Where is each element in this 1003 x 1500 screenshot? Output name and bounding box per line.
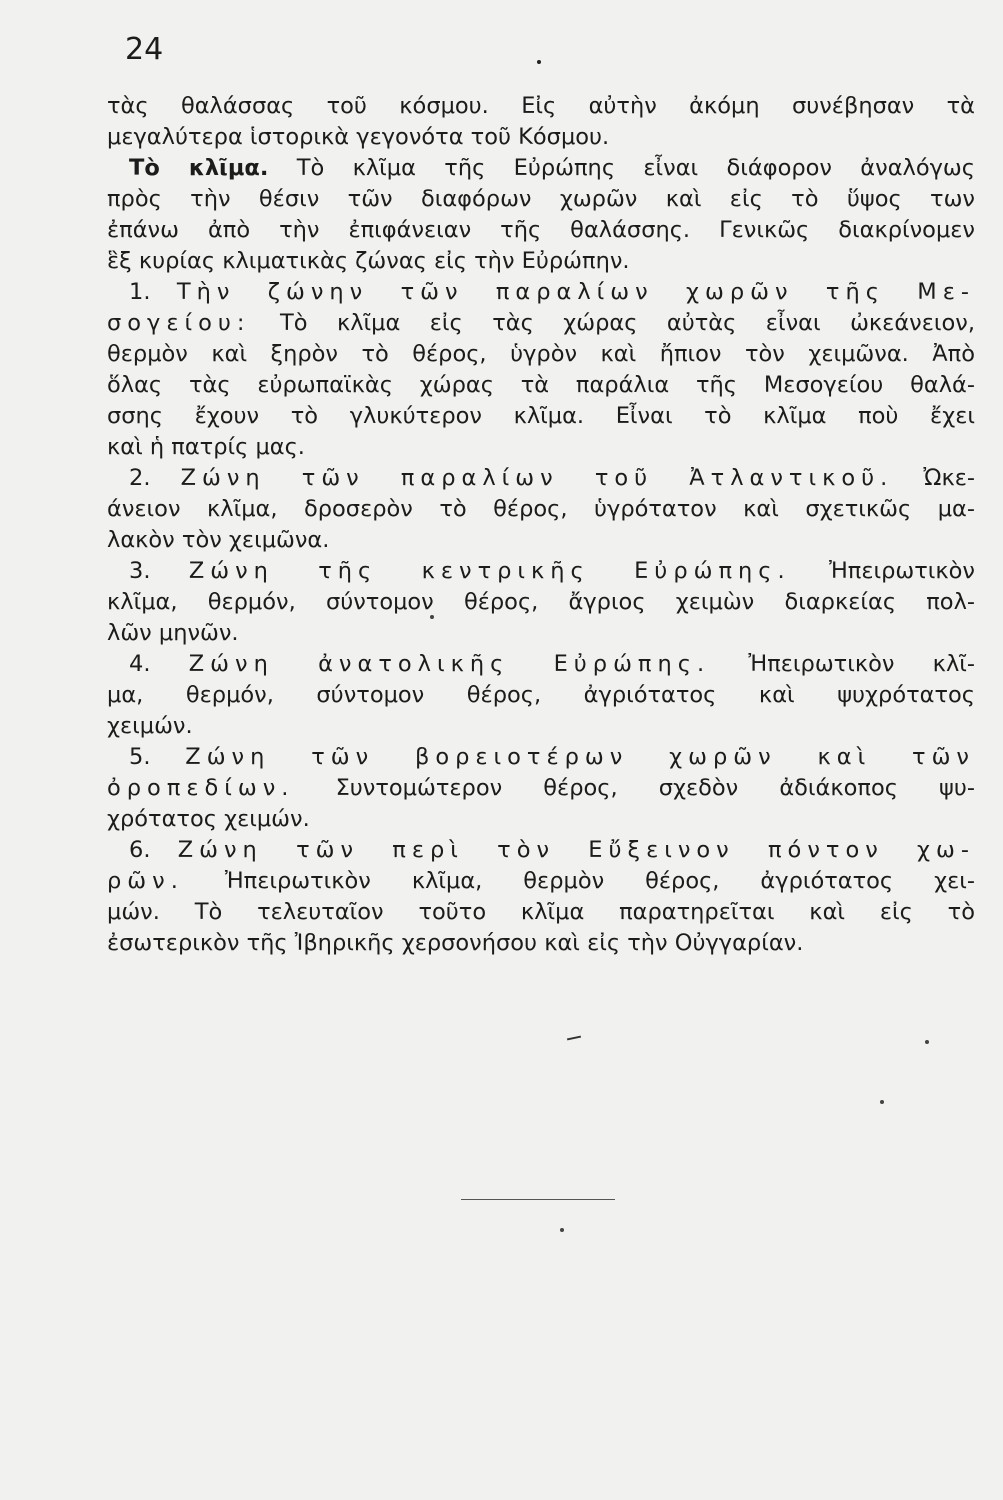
- text-line: [107, 401, 975, 432]
- text-line: [107, 463, 975, 494]
- text-line: [107, 618, 975, 649]
- line-text: τὰς θαλάσσας τοῦ κόσμου. Εἰς αὐτὴν ἀκόμη συνέβησαν τὰ: [107, 93, 975, 119]
- line-text: μα, θερμόν, σύντομον θέρος, ἀγριότατος καὶ ψυχρότατος: [107, 682, 975, 708]
- text-line: [107, 835, 975, 866]
- print-speck: [537, 60, 541, 64]
- line-text: σσης ἔχουν τὸ γλυκύτερον κλῖμα. Εἶναι τὸ κλῖμα ποὺ ἔχει: [107, 403, 975, 429]
- text-line: [107, 370, 975, 401]
- text-line: [107, 494, 975, 525]
- text-line: [107, 711, 975, 742]
- item-number: 2.: [129, 465, 181, 491]
- text-line: [107, 432, 975, 463]
- spaced-term: ρῶν.: [107, 868, 184, 894]
- text-line: [107, 339, 975, 370]
- item-number: 1.: [129, 279, 177, 305]
- spaced-term: Ζώνη τῶν βορειοτέρων χωρῶν καὶ τῶν: [185, 744, 975, 770]
- text-line: [107, 804, 975, 835]
- line-text: μών. Τὸ τελευταῖον τοῦτο κλῖμα παρατηρεῖται καὶ εἰς τὸ: [107, 899, 975, 925]
- text-line: [107, 215, 975, 246]
- spaced-term: Ζώνη τῶν παραλίων τοῦ Ἀτλαντικοῦ.: [180, 465, 894, 491]
- scan-speck: [925, 1040, 929, 1044]
- line-text: κλῖμα, θερμόν, σύντομον θέρος, ἄγριος χειμὼν διαρκείας πολ-: [107, 589, 975, 615]
- text-line: [107, 91, 975, 122]
- line-text: ἐπάνω ἀπὸ τὴν ἐπιφάνειαν τῆς θαλάσσης. Γενικῶς διακρίνομεν: [107, 217, 975, 243]
- spaced-term: Τὴν ζώνην τῶν παραλίων χωρῶν τῆς Με-: [176, 279, 975, 305]
- text-line: [107, 122, 975, 153]
- page-number: 24: [125, 32, 164, 67]
- line-text: Ἠπειρωτικὸν: [790, 558, 975, 584]
- text-line: [107, 866, 975, 897]
- line-text: ἓξ κυρίας κλιματικὰς ζώνας εἰς τὴν Εὐρώπην.: [107, 248, 630, 274]
- item-number: 4.: [129, 651, 189, 677]
- spaced-term: ὀροπεδίων.: [107, 775, 295, 801]
- text-line: [107, 773, 975, 804]
- text-line: [107, 587, 975, 618]
- line-text: λῶν μηνῶν.: [107, 620, 239, 646]
- text-line: [107, 928, 975, 959]
- line-text: Ἠπειρωτικὸν κλῖ-: [710, 651, 975, 677]
- text-line: [107, 277, 975, 308]
- text-line: [107, 742, 975, 773]
- spaced-term: σογείου:: [107, 310, 251, 336]
- item-number: 3.: [129, 558, 189, 584]
- text-line: [107, 897, 975, 928]
- spaced-term: Ζώνη τῆς κεντρικῆς Εὐρώπης.: [188, 558, 791, 584]
- line-text: θερμὸν καὶ ξηρὸν τὸ θέρος, ὑγρὸν καὶ ἤπιον τὸν χειμῶνα. Ἀπὸ: [107, 341, 975, 367]
- text-line: [107, 649, 975, 680]
- text-line: [107, 556, 975, 587]
- line-text: άνειον κλῖμα, δροσερὸν τὸ θέρος, ὑγρότατον καὶ σχετικῶς μα-: [107, 496, 975, 522]
- ink-mark: [567, 1036, 581, 1041]
- line-text: λακὸν τὸν χειμῶνα.: [107, 527, 330, 553]
- scan-speck: [560, 1228, 564, 1232]
- text-line: [107, 525, 975, 556]
- text-line: [107, 308, 975, 339]
- spaced-term: Ζώνη τῶν περὶ τὸν Εὔξεινον πόντον χω-: [177, 837, 975, 863]
- item-number: 5.: [129, 744, 186, 770]
- page-divider-rule: [461, 1199, 615, 1200]
- line-text: Ἠπειρωτικὸν κλῖμα, θερμὸν θέρος, ἀγριότατος χει-: [183, 868, 975, 894]
- line-text: Συντομώτερον θέρος, σχεδὸν ἀδιάκοπος ψυ-: [294, 775, 975, 801]
- line-text: μεγαλύτερα ἱστορικὰ γεγονότα τοῦ Κόσμου.: [107, 124, 610, 150]
- line-text: πρὸς τὴν θέσιν τῶν διαφόρων χωρῶν καὶ εἰς τὸ ὕψος των: [107, 186, 975, 212]
- text-line: [107, 246, 975, 277]
- line-text: Ὠκε-: [893, 465, 975, 491]
- text-line: [107, 680, 975, 711]
- line-text: Τὸ κλῖμα τῆς Εὐρώπης εἶναι διάφορον ἀναλόγως: [268, 155, 975, 181]
- scan-speck: [430, 615, 434, 619]
- heading-text: Τὸ κλῖμα.: [129, 155, 269, 181]
- text-line: [107, 184, 975, 215]
- line-text: ἐσωτερικὸν τῆς Ἰβηρικῆς χερσονήσου καὶ εἰς τὴν Οὐγγαρίαν.: [107, 930, 804, 956]
- line-text: χειμών.: [107, 713, 193, 739]
- line-text: ὅλας τὰς εὐρωπαϊκὰς χώρας τὰ παράλια τῆς Μεσογείου θαλά-: [107, 372, 975, 398]
- item-number: 6.: [129, 837, 178, 863]
- text-line: [107, 153, 975, 184]
- line-text: καὶ ἡ πατρίς μας.: [107, 434, 305, 460]
- body-text: [107, 91, 975, 959]
- spaced-term: Ζώνη ἀνατολικῆς Εὐρώπης.: [188, 651, 711, 677]
- scan-speck: [880, 1100, 884, 1104]
- line-text: χρότατος χειμών.: [107, 806, 310, 832]
- line-text: Τὸ κλῖμα εἰς τὰς χώρας αὐτὰς εἶναι ὠκεάνειον,: [250, 310, 975, 336]
